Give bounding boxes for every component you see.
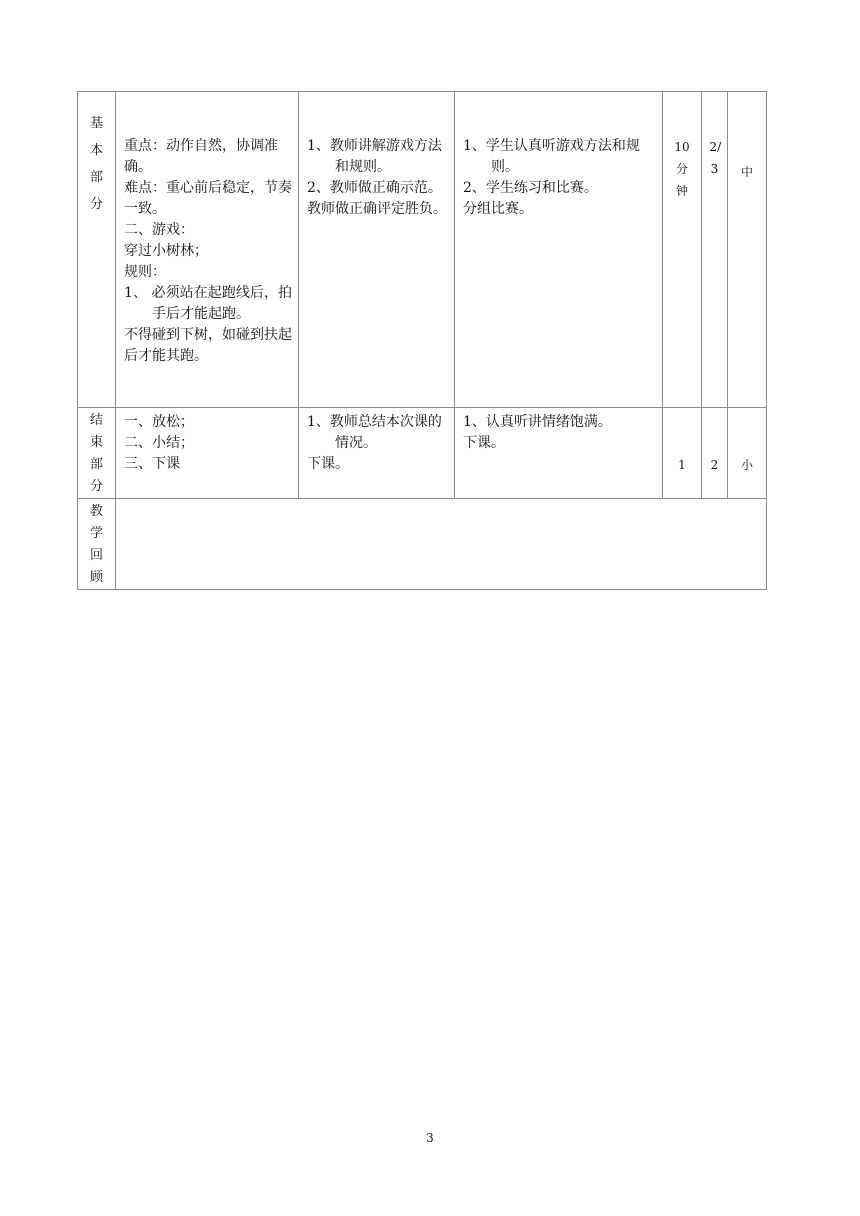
student-cell-basic (455, 92, 663, 408)
section-char: 学 (89, 526, 103, 541)
content-line: 一、放松； (124, 414, 194, 430)
section-char: 结 (89, 413, 103, 428)
section-char: 部 (89, 457, 103, 472)
content-line: 难点：重心前后稳定，节奏一致。 (124, 180, 292, 217)
table-row-basic (78, 92, 767, 408)
intensity-value: 小 (740, 458, 753, 472)
content-line: 不得碰到下树，如碰到扶起后才能其跑。 (124, 327, 292, 364)
count-cell-basic (702, 92, 728, 408)
content-cell-basic (116, 92, 299, 408)
page-number: 3 (426, 1131, 434, 1145)
section-char: 本 (89, 143, 103, 158)
table-row-review (78, 499, 767, 590)
time-value: 10分钟 (674, 140, 690, 198)
content-line: 规则： (124, 264, 166, 280)
student-line: 1、认真听讲情绪饱满。 (463, 414, 612, 430)
section-char: 回 (89, 548, 103, 563)
time-value: 1 (678, 458, 686, 472)
intensity-cell-end (728, 408, 767, 499)
student-line: 分组比赛。 (463, 201, 533, 217)
content-line: 重点：动作自然，协调准确。 (124, 138, 278, 175)
content-line: 三、下课 (124, 456, 180, 472)
teacher-cell-basic (299, 92, 455, 408)
teacher-cell-end (299, 408, 455, 499)
teacher-line: 1、教师总结本次课的情况。 (307, 414, 442, 451)
teacher-line: 下课。 (307, 456, 349, 472)
student-line: 下课。 (463, 435, 505, 451)
lesson-plan-table (77, 91, 767, 590)
count-value: 2 (710, 458, 719, 472)
review-cell (116, 499, 767, 590)
content-line: 1、 必须站在起跑线后，拍手后才能起跑。 (124, 285, 292, 322)
section-char: 基 (89, 116, 103, 131)
teacher-line: 教师做正确评定胜负。 (307, 201, 447, 217)
content-line: 二、小结； (124, 435, 194, 451)
student-line: 2、学生练习和比赛。 (463, 180, 598, 196)
content-cell-end (116, 408, 299, 499)
section-char: 分 (89, 479, 103, 494)
content-line: 二、游戏： (124, 222, 194, 238)
intensity-value: 中 (740, 165, 753, 179)
section-char: 部 (89, 170, 103, 185)
time-cell-end (663, 408, 702, 499)
section-label-basic (78, 92, 116, 408)
student-line: 1、学生认真听游戏方法和规则。 (463, 138, 640, 175)
section-label-review (78, 499, 116, 590)
section-label-end (78, 408, 116, 499)
count-value: 2/3 (709, 140, 722, 176)
time-cell-basic (663, 92, 702, 408)
table-row-end (78, 408, 767, 499)
student-cell-end (455, 408, 663, 499)
intensity-cell-basic (728, 92, 767, 408)
section-char: 分 (89, 197, 103, 212)
teacher-line: 2、教师做正确示范。 (307, 180, 442, 196)
section-char: 束 (89, 435, 103, 450)
count-cell-end (702, 408, 728, 499)
content-line: 穿过小树林； (124, 243, 208, 259)
section-char: 教 (89, 504, 103, 519)
section-char: 顾 (89, 570, 103, 585)
teacher-line: 1、教师讲解游戏方法和规则。 (307, 138, 442, 175)
